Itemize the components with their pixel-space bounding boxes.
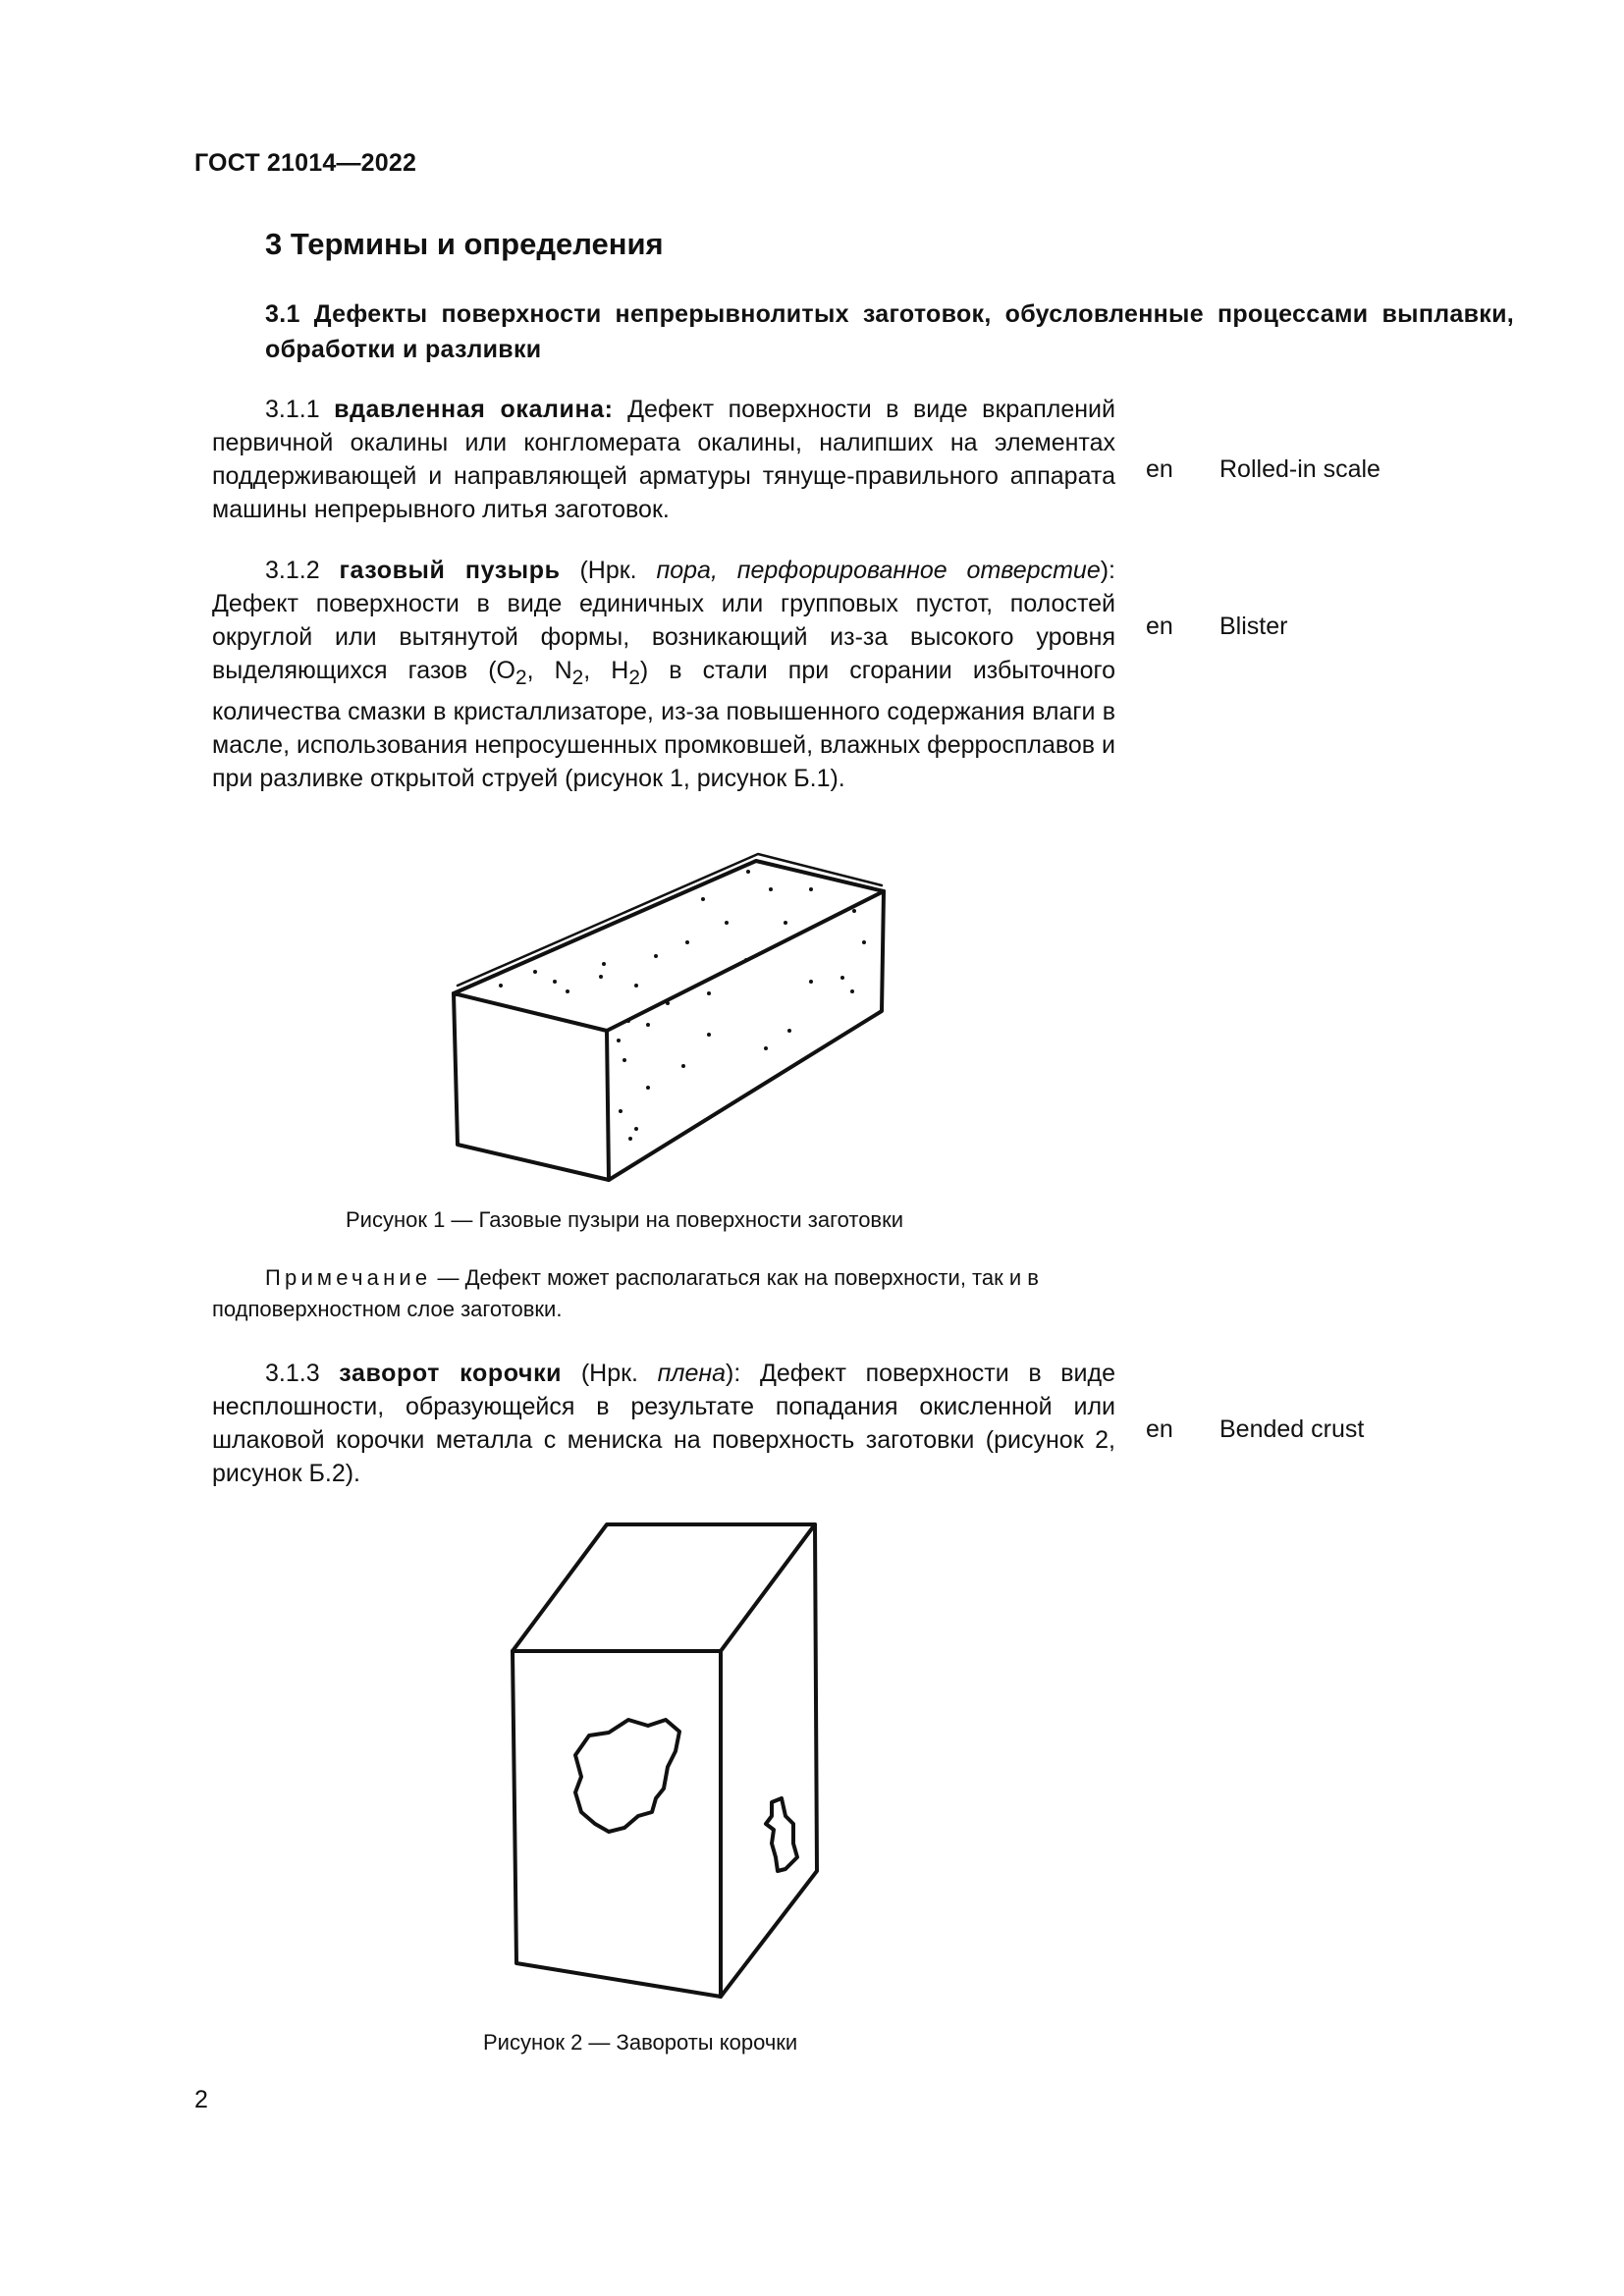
figure-2-caption: Рисунок 2 — Завороты корочки bbox=[483, 2030, 798, 2055]
lang-code: en bbox=[1146, 455, 1173, 483]
lang-code: en bbox=[1146, 1415, 1173, 1443]
lang-code: en bbox=[1146, 613, 1173, 640]
term-number: 3.1.1 bbox=[265, 396, 320, 423]
section-title: 3 Термины и определения bbox=[265, 227, 664, 261]
term-number: 3.1.3 bbox=[265, 1360, 320, 1387]
term-definition-3-1-2: 3.1.2 газовый пузырь (Нрк. пора, перфорированное отверстие): Дефект поверхности в виде единичных или групповых пустот, полостей округлой или вытянутой формы, возникающий из-за высокого уровня выделяющихся газов ($O_2$, $N_2$, $H_2$) в стали при сгорании избыточного количества смазки в кристаллизаторе, из-за повышенного содержания влаги в масле, использования непросушенных промковшей, влажных ферросплавов и при разливке открытой струей (рисунок 1, рисунок Б.1). bbox=[212, 557, 1115, 792]
term-definition-text: Дефект поверхности в виде вкраплений первичной окалины или конгломерата окалины, налипших на элементах поддерживающей и направляющей арматуры тянуще-правильного аппарата машины непрерывного литья заготовок. bbox=[212, 396, 1115, 523]
term-name: вдавленная окалина: bbox=[334, 396, 614, 423]
english-equivalent: Rolled-in scale bbox=[1219, 455, 1380, 483]
term-name: газовый пузырь bbox=[339, 557, 561, 584]
english-equivalent: Blister bbox=[1219, 613, 1288, 640]
term-definition-text: ): Дефект поверхности в виде несплошности, образующейся в результате попадания окисленной или шлаковой корочки металла с мениска на поверхность заготовки (рисунок 2, рисунок Б.2). bbox=[212, 1360, 1115, 1487]
page-number: 2 bbox=[194, 2086, 208, 2113]
note-label: Примечание bbox=[265, 1265, 432, 1290]
term-name: заворот корочки bbox=[339, 1360, 563, 1387]
document-header: ГОСТ 21014—2022 bbox=[194, 149, 417, 177]
note-text: — Дефект может располагаться как на поверхности, так и в подповерхностном слое заготовки. bbox=[212, 1265, 1039, 1321]
english-equivalent: Bended crust bbox=[1219, 1415, 1365, 1443]
figure-1-caption: Рисунок 1 — Газовые пузыри на поверхности заготовки bbox=[346, 1207, 904, 1232]
term-definition-3-1-3: 3.1.3 заворот корочки (Нрк. плена): Дефект поверхности в виде несплошности, образующейся в результате попадания окисленной или шлаковой корочки металла с мениска на поверхность заготовки (рисунок 2, рисунок Б.2). bbox=[212, 1360, 1115, 1487]
subsection-title: 3.1 Дефекты поверхности непрерывнолитых заготовок, обусловленные процессами выплавки, обработки и разливки bbox=[265, 300, 1514, 363]
term-number: 3.1.2 bbox=[265, 557, 320, 584]
deprecated-synonyms: плена bbox=[657, 1360, 727, 1387]
deprecated-synonyms: пора, перфорированное отверстие bbox=[656, 557, 1101, 584]
